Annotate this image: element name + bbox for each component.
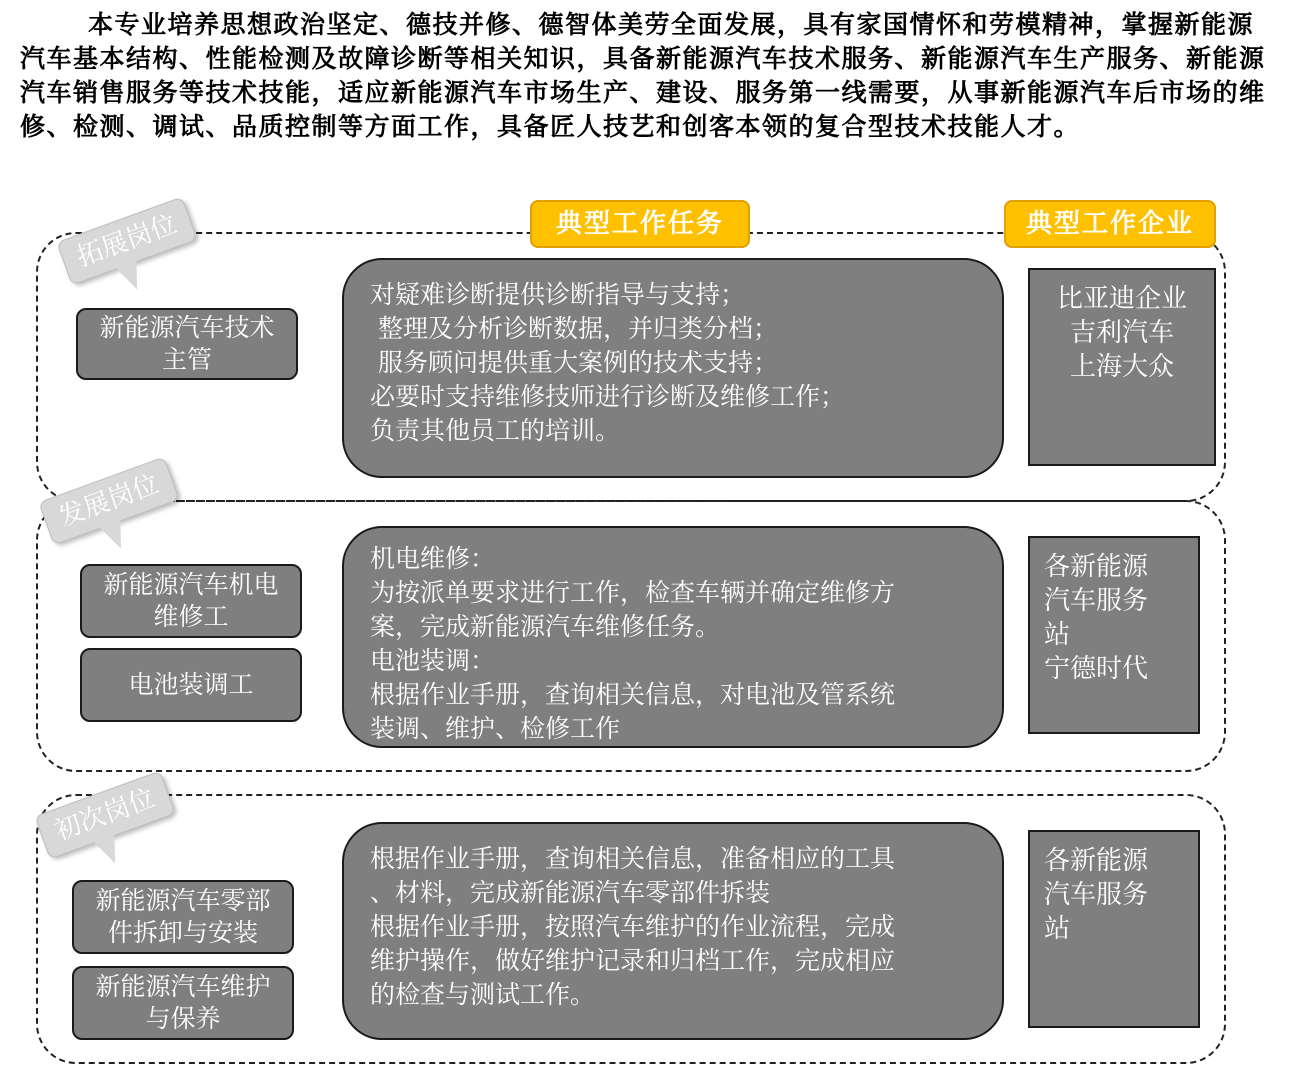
company-item: 汽车服务 bbox=[1044, 880, 1149, 910]
role-parts-disassembly bbox=[72, 880, 294, 954]
company-item: 比亚迪企业 bbox=[1056, 284, 1187, 314]
companies-initial bbox=[1028, 830, 1200, 1028]
header-typical-companies: 典型工作企业 bbox=[1004, 200, 1216, 248]
task-line: 根据作业手册，查询相关信息，准备相应的工具 bbox=[370, 844, 896, 873]
role-tech-supervisor bbox=[76, 308, 298, 380]
header-typical-tasks: 典型工作任务 bbox=[530, 200, 750, 248]
task-line: 对疑难诊断提供诊断指导与支持； bbox=[370, 280, 746, 309]
task-line: 根据作业手册，按照汽车维护的作业流程，完成 bbox=[370, 912, 896, 941]
intro-paragraph: 本专业培养思想政治坚定、德技并修、德智体美劳全面发展，具有家国情怀和劳模精神，掌握新能源汽车基本结构、性能检测及故障诊断等相关知识，具备新能源汽车技术服务、新能源汽车生产服务、新能源汽车销售服务等技术技能，适应新能源汽车市场生产、建设、服务第一线需要，从事新能源汽车后市场的维修、检测、调试、品质控制等方面工作，具备匠人技艺和创客本领的复合型技术技能人才。 bbox=[20, 10, 1266, 141]
company-item: 上海大众 bbox=[1069, 352, 1174, 382]
company-item: 各新能源 bbox=[1044, 846, 1149, 876]
company-item: 各新能源 bbox=[1044, 552, 1149, 582]
task-line: 的检查与测试工作。 bbox=[370, 980, 596, 1009]
role-maintenance bbox=[72, 966, 294, 1040]
task-line: 为按派单要求进行工作，检查车辆并确定维修方 bbox=[370, 578, 896, 607]
role-battery-assembler bbox=[80, 648, 302, 722]
companies-development bbox=[1028, 536, 1200, 734]
role-label: 新能源汽车机电 维修工 bbox=[103, 570, 279, 631]
role-label: 新能源汽车技术 主管 bbox=[99, 313, 275, 374]
task-line: 负责其他员工的培训。 bbox=[370, 416, 621, 445]
company-item: 吉利汽车 bbox=[1069, 318, 1174, 348]
company-item: 宁德时代 bbox=[1044, 654, 1149, 684]
tasks-development bbox=[342, 526, 1004, 748]
tasks-extended bbox=[342, 258, 1004, 478]
role-electromechanical-repairer bbox=[80, 564, 302, 638]
task-line: 必要时支持维修技师进行诊断及维修工作； bbox=[370, 382, 846, 411]
company-item: 站 bbox=[1044, 914, 1071, 944]
companies-extended bbox=[1028, 268, 1216, 466]
tag-label: 初次岗位 bbox=[34, 770, 176, 859]
tag-label: 发展岗位 bbox=[38, 456, 180, 545]
task-line: 装调、维护、检修工作 bbox=[370, 714, 621, 743]
company-item: 汽车服务 bbox=[1044, 586, 1149, 616]
role-label: 新能源汽车维护 与保养 bbox=[95, 972, 271, 1033]
task-line: 电池装调： bbox=[370, 646, 496, 675]
task-line: 根据作业手册，查询相关信息，对电池及管系统 bbox=[370, 680, 896, 709]
task-line: 维护操作，做好维护记录和归档工作，完成相应 bbox=[370, 946, 896, 975]
task-line: 机电维修： bbox=[370, 544, 496, 573]
tasks-initial bbox=[342, 822, 1004, 1040]
task-line: 、材料，完成新能源汽车零部件拆装 bbox=[370, 878, 771, 907]
task-line: 整理及分析诊断数据，并归类分档； bbox=[370, 314, 778, 343]
role-label: 新能源汽车零部 件拆卸与安装 bbox=[95, 886, 271, 947]
company-item: 站 bbox=[1044, 620, 1071, 650]
tag-label: 拓展岗位 bbox=[56, 196, 198, 285]
role-label: 电池装调工 bbox=[128, 670, 254, 699]
task-line: 服务顾问提供重大案例的技术支持； bbox=[370, 348, 778, 377]
task-line: 案，完成新能源汽车维修任务。 bbox=[370, 612, 721, 641]
